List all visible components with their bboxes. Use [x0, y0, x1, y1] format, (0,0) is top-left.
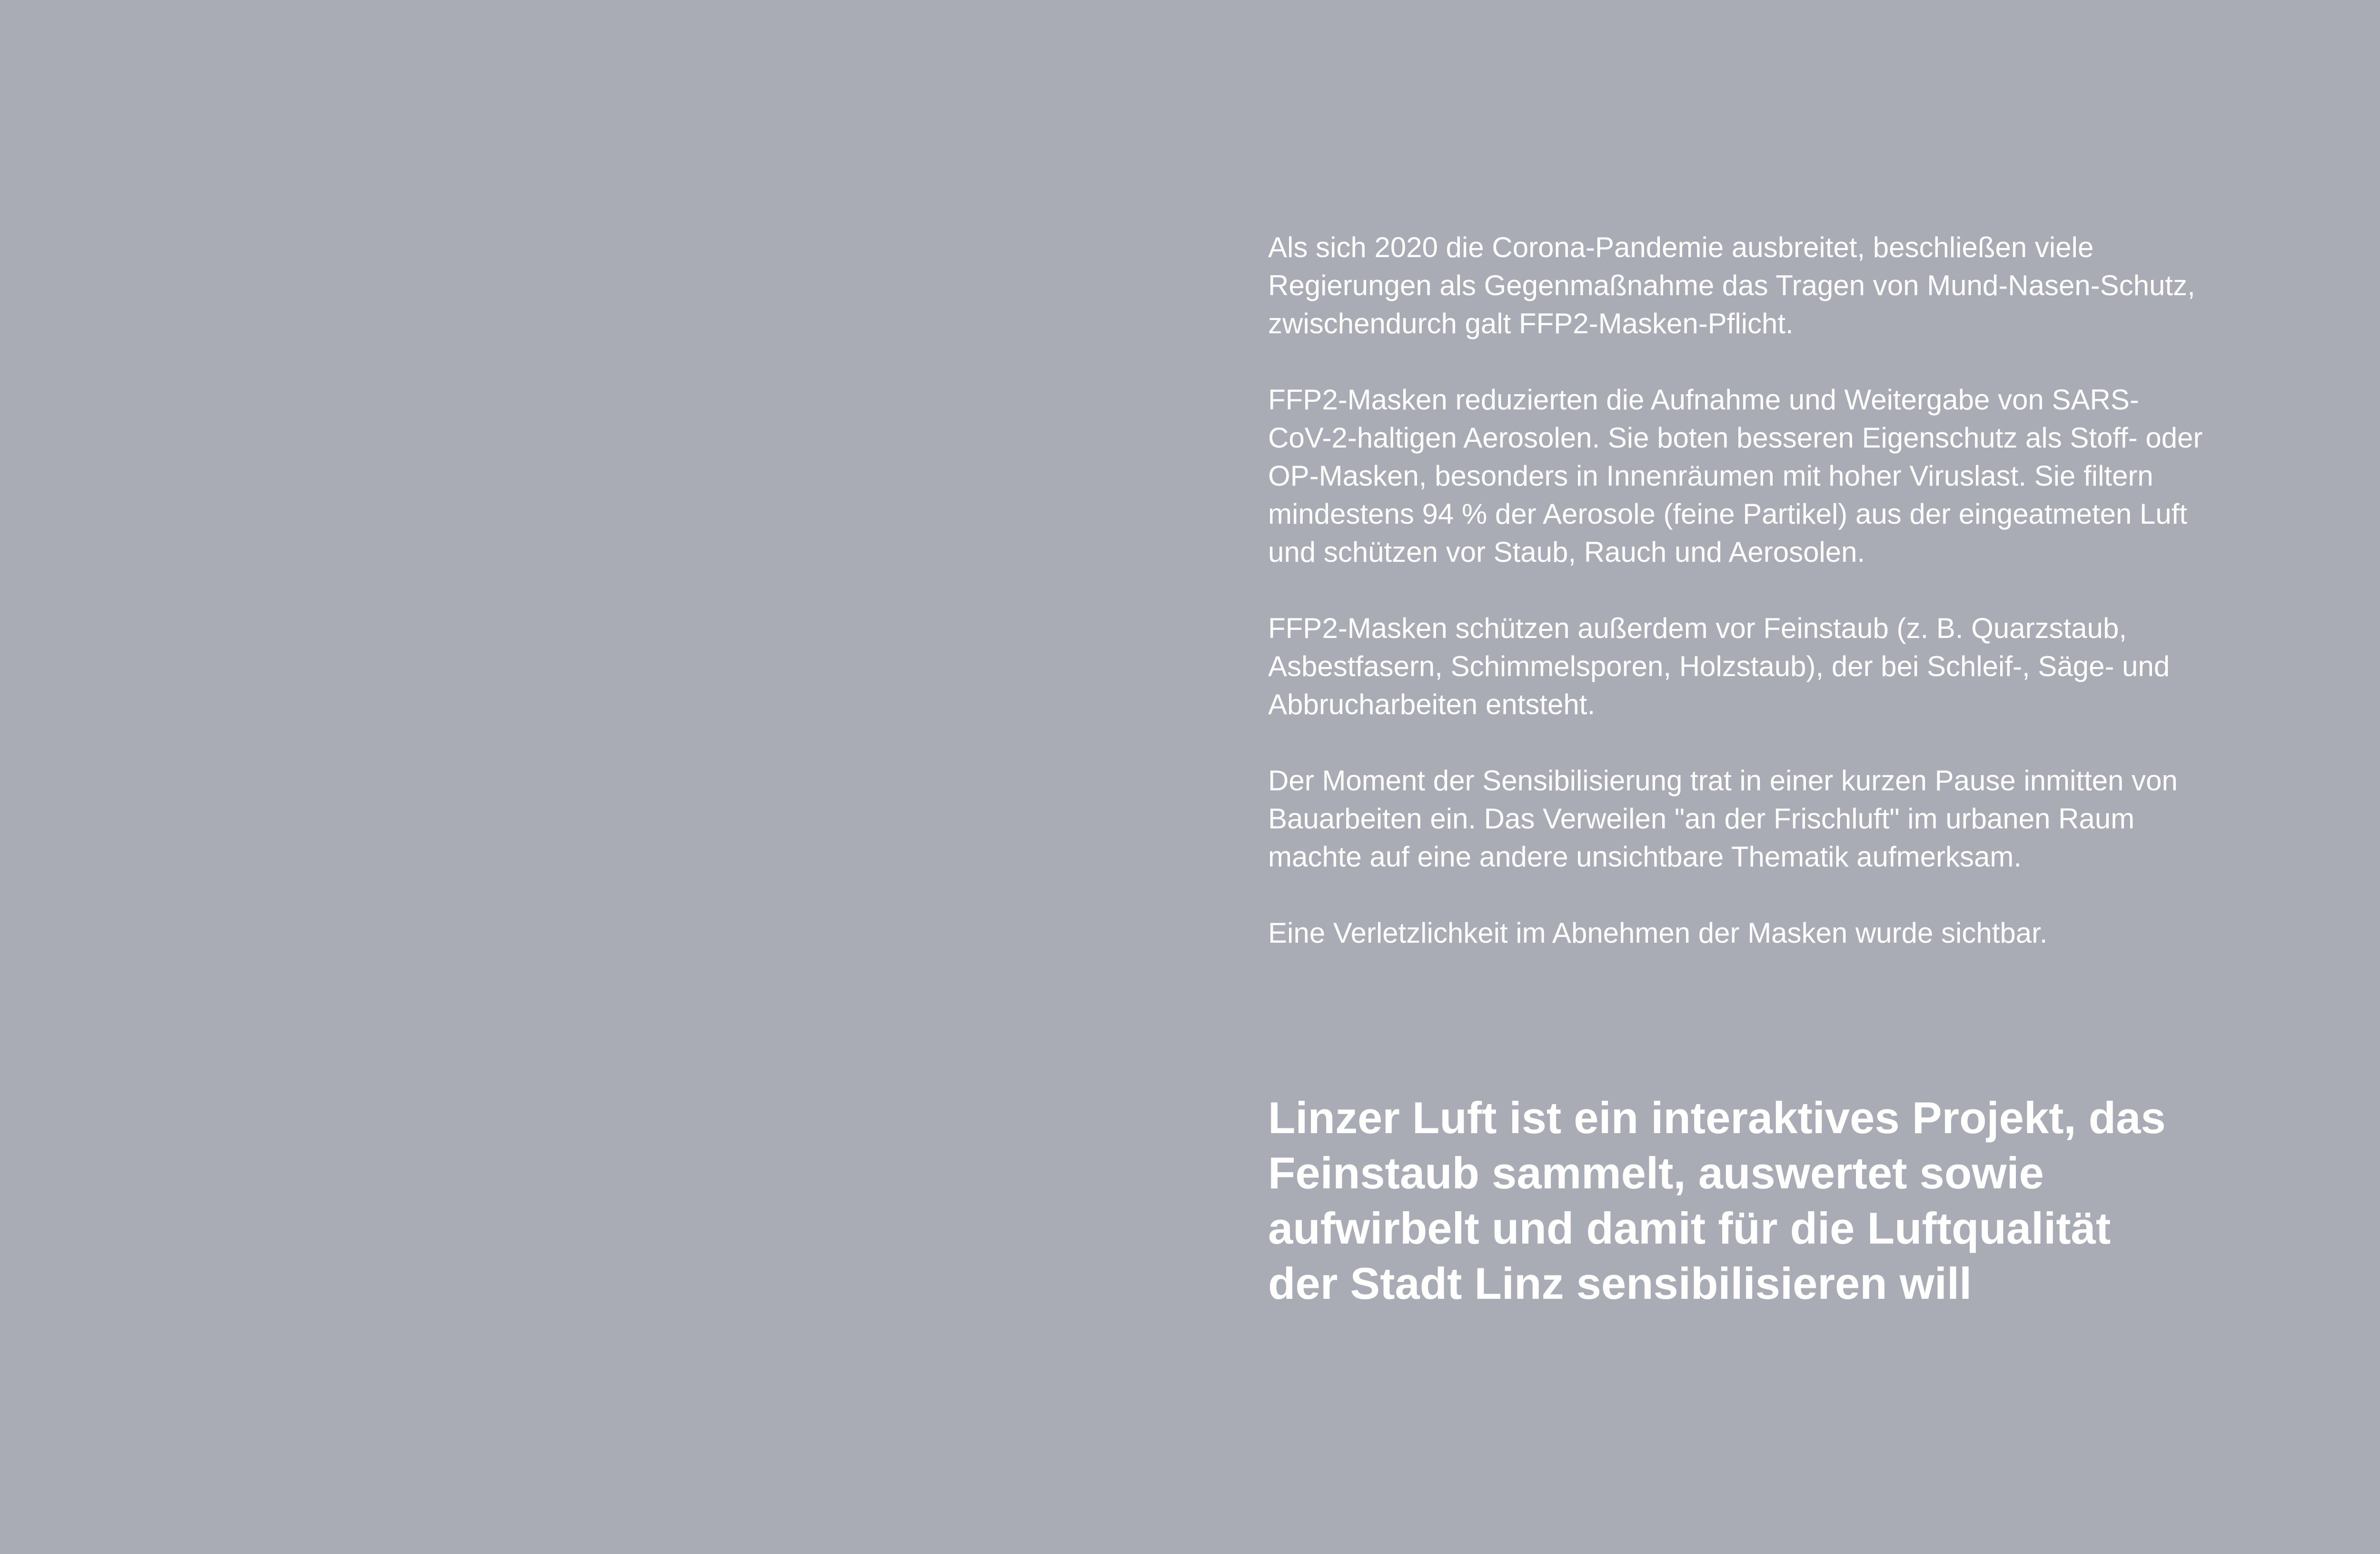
- project-headline: Linzer Luft ist ein interaktives Projekt, das Feinstaub sammelt, auswertet sowie aufwirbelt und damit für die Luftqualität der Stadt Linz sensibilisieren will: [1268, 1093, 2166, 1308]
- paragraph-vulnerability: Eine Verletzlichkeit im Abnehmen der Masken wurde sichtbar.: [1268, 917, 2048, 949]
- paragraph-sensibilization: Der Moment der Sensibilisierung trat in einer kurzen Pause inmitten von Bauarbeiten ein. Das Verweilen "an der Frischluft" im urbanen Raum machte auf eine andere unsichtbare Thematik aufmerksam.: [1268, 765, 2178, 873]
- paragraph-fine-dust: FFP2-Masken schützen außerdem vor Feinstaub (z. B. Quarzstaub, Asbestfasern, Schimmelsporen, Holzstaub), der bei Schleif-, Säge- und Abbrucharbeiten entsteht.: [1268, 612, 2170, 720]
- paragraph-pandemic-intro: Als sich 2020 die Corona-Pandemie ausbreitet, beschließen viele Regierungen als Gegenmaßnahme das Tragen von Mund-Nasen-Schutz, zwischendurch galt FFP2-Masken-Pflicht.: [1268, 231, 2195, 339]
- body-text-column: [1268, 229, 2306, 952]
- paragraph-ffp2-protection: FFP2-Masken reduzierten die Aufnahme und Weitergabe von SARS- CoV-2-haltigen Aerosolen. Sie boten besseren Eigenschutz als Stoff- oder OP-Masken, besonders in Innenräumen mit hoher Viruslast. Sie filtern mindestens 94 % der Aerosole (feine Partikel) aus der eingeatmeten Luft und schützen vor Staub, Rauch und Aerosolen.: [1268, 384, 2203, 568]
